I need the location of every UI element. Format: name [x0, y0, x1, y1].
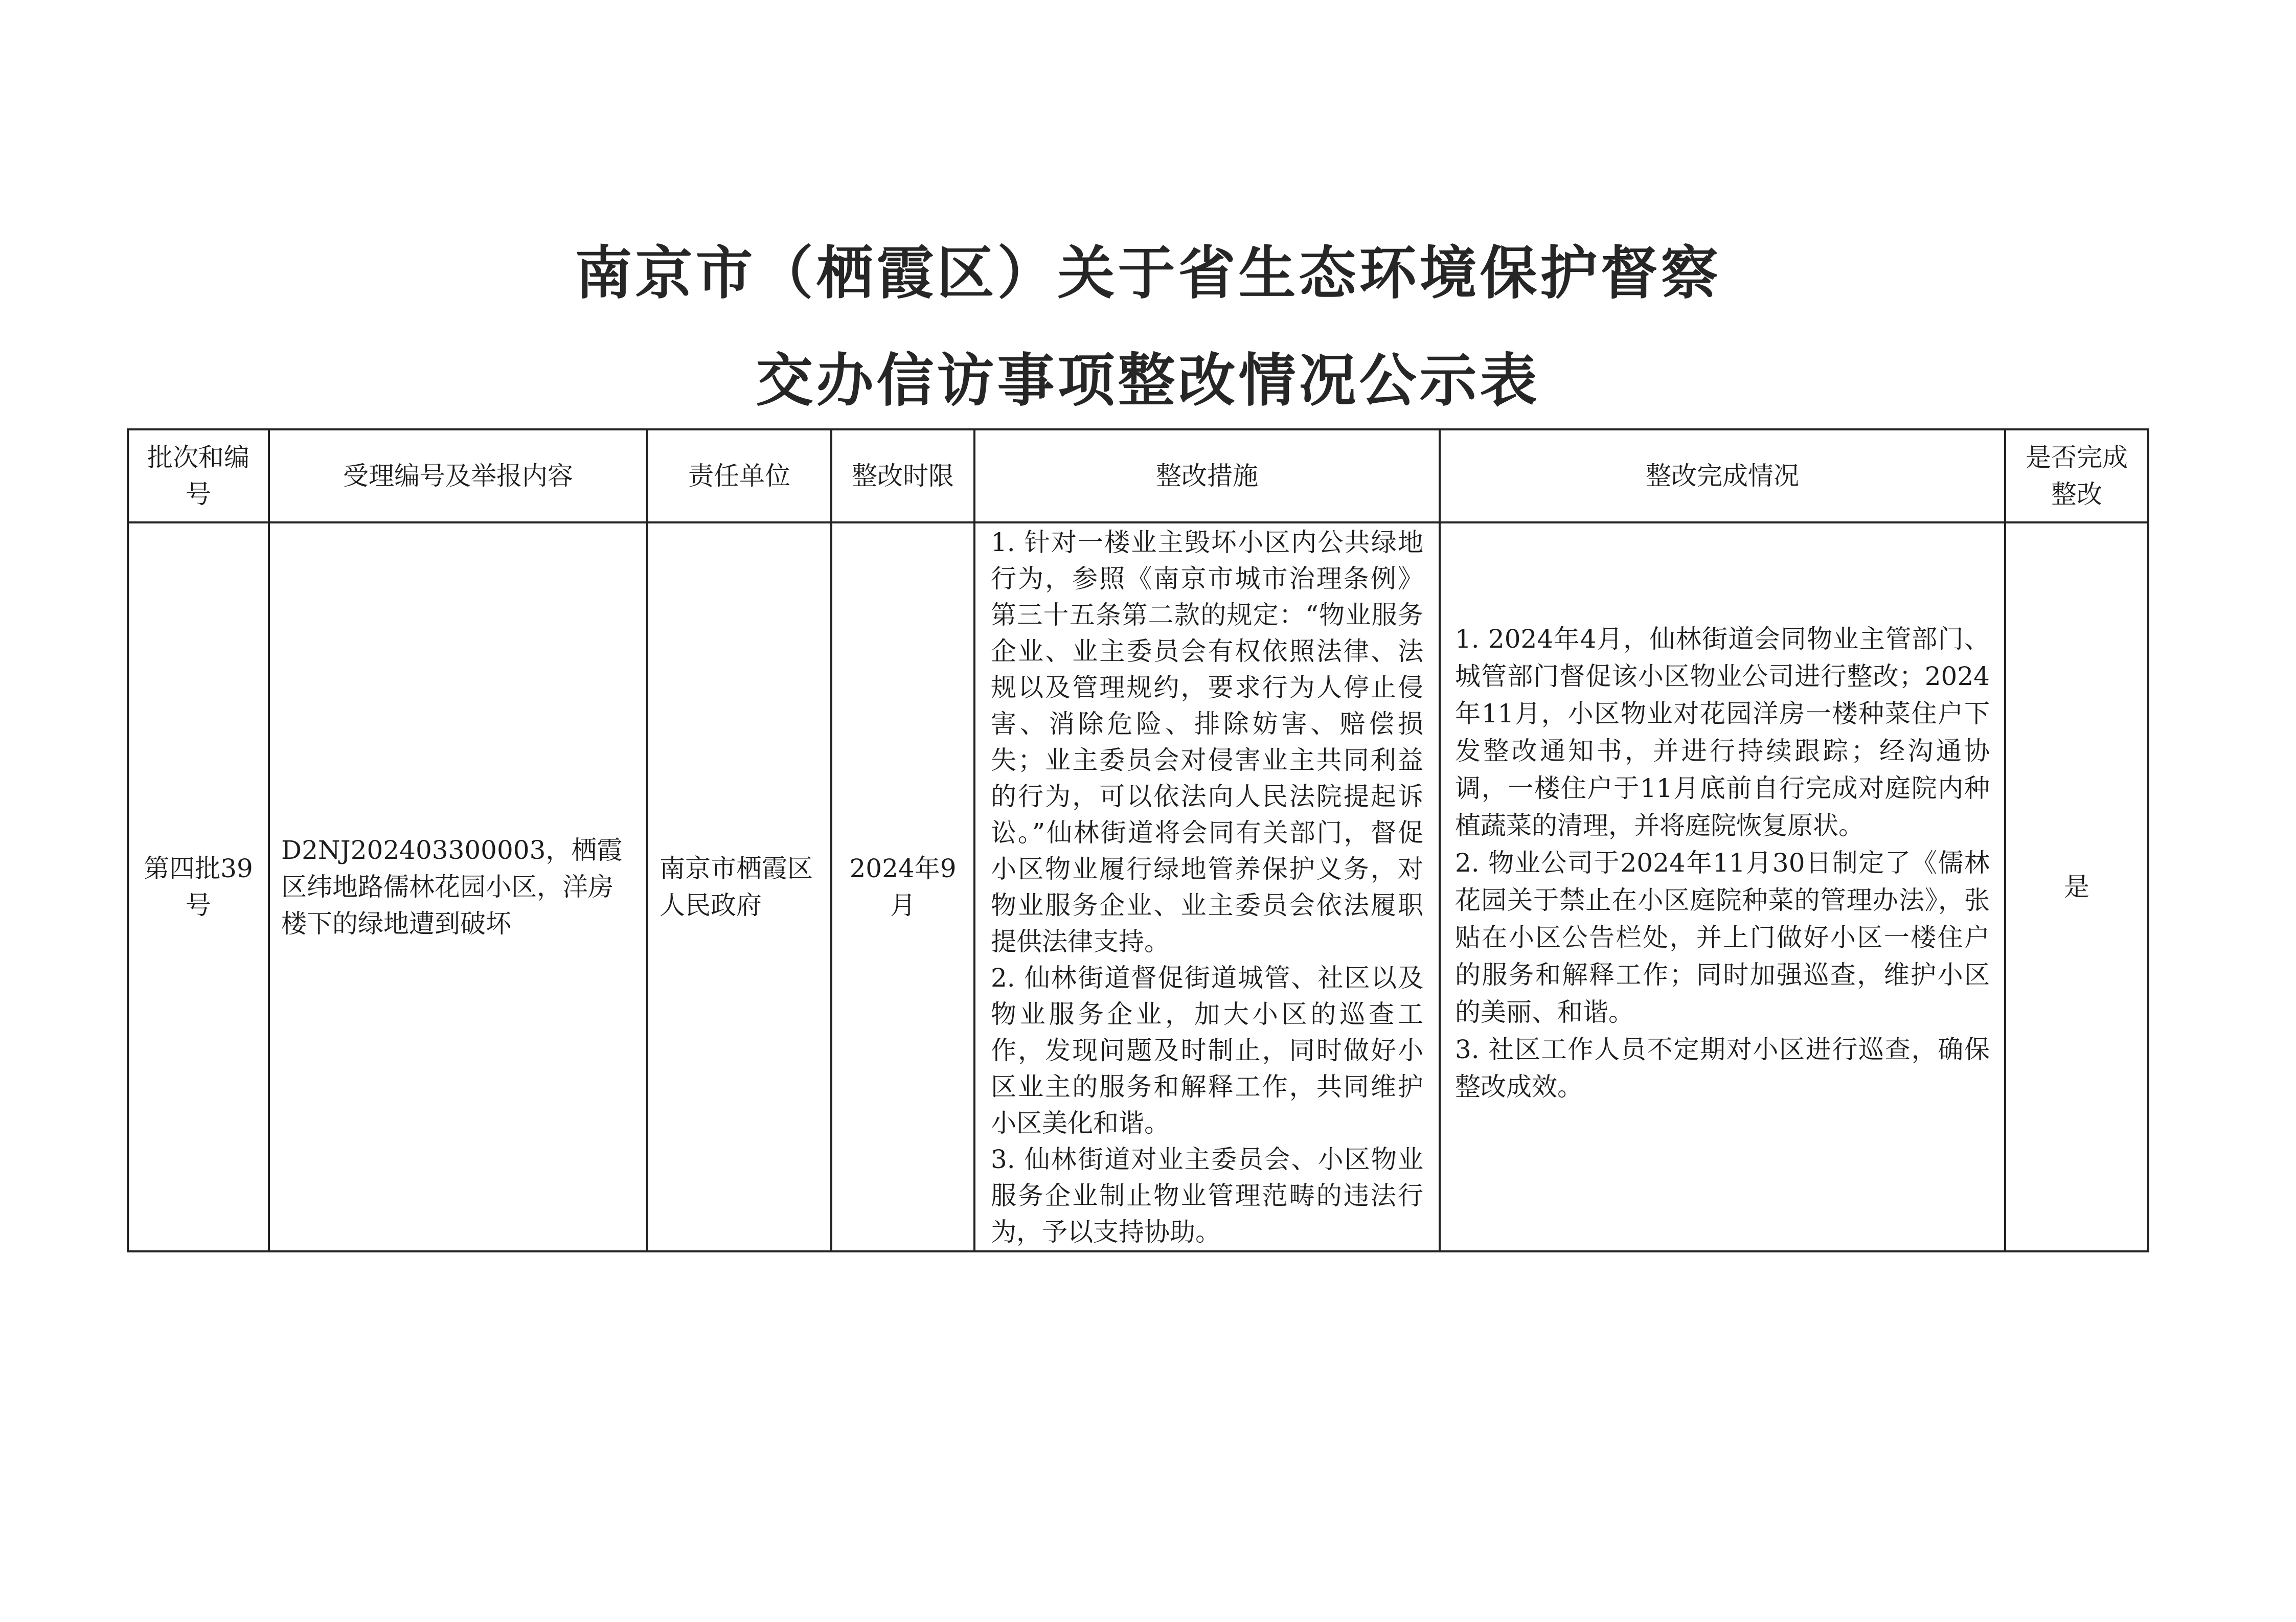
header-completed: 是否完成整改	[2005, 429, 2148, 522]
completion-item: 1. 2024年4月，仙林街道会同物业主管部门、城管部门督促该小区物业公司进行整改；2024年11月，小区物业对花园洋房一楼种菜住户下发整改通知书，并进行持续跟踪；经沟通协调，一楼住户于11月底前自行完成对庭院内种植蔬菜的清理，并将庭院恢复原状。	[1455, 624, 1990, 840]
header-deadline: 整改时限	[831, 429, 974, 522]
case-cell: D2NJ202403300003，栖霞区纬地路儒林花园小区，洋房楼下的绿地遭到破坏	[269, 522, 647, 1251]
page-title-line-1: 南京市（栖霞区）关于省生态环境保护督察	[575, 240, 1721, 307]
measures-cell	[974, 522, 1440, 1251]
header-row	[128, 429, 2148, 522]
page-title-line-2: 交办信访事项整改情况公示表	[756, 348, 1540, 414]
measure-item: 2. 仙林街道督促街道城管、社区以及物业服务企业，加大小区的巡查工作，发现问题及时制止，同时做好小区业主的服务和解释工作，共同维护小区美化和谐。	[991, 963, 1423, 1138]
completion-item: 3. 社区工作人员不定期对小区进行巡查，确保整改成效。	[1455, 1035, 1990, 1102]
deadline-cell: 2024年9月	[831, 522, 974, 1251]
header-batch: 批次和编号	[128, 429, 269, 522]
completion-item: 2. 物业公司于2024年11月30日制定了《儒林花园关于禁止在小区庭院种菜的管理办法》，张贴在小区公告栏处，并上门做好小区一楼住户的服务和解释工作；同时加强巡查，维护小区的美丽、和谐。	[1455, 848, 1990, 1027]
measure-item: 3. 仙林街道对业主委员会、小区物业服务企业制止物业管理范畴的违法行为，予以支持协助。	[991, 1145, 1423, 1247]
header-case: 受理编号及举报内容	[269, 429, 647, 522]
unit-cell: 南京市栖霞区人民政府	[647, 522, 831, 1251]
rectification-table	[127, 428, 2149, 1252]
header-measures: 整改措施	[974, 429, 1440, 522]
completed-cell: 是	[2005, 522, 2148, 1251]
measure-item: 1. 针对一楼业主毁坏小区内公共绿地行为，参照《南京市城市治理条例》第三十五条第二款的规定：“物业服务企业、业主委员会有权依照法律、法规以及管理规约，要求行为人停止侵害、消除危险、排除妨害、赔偿损失；业主委员会对侵害业主共同利益的行为，可以依法向人民法院提起诉讼。”仙林街道将会同有关部门，督促小区物业履行绿地管养保护义务，对物业服务企业、业主委员会依法履职提供法律支持。	[991, 528, 1423, 956]
header-unit: 责任单位	[647, 429, 831, 522]
completion-cell	[1440, 522, 2005, 1251]
batch-cell: 第四批39号	[128, 522, 269, 1251]
table-row	[128, 522, 2148, 1251]
header-completion: 整改完成情况	[1440, 429, 2005, 522]
